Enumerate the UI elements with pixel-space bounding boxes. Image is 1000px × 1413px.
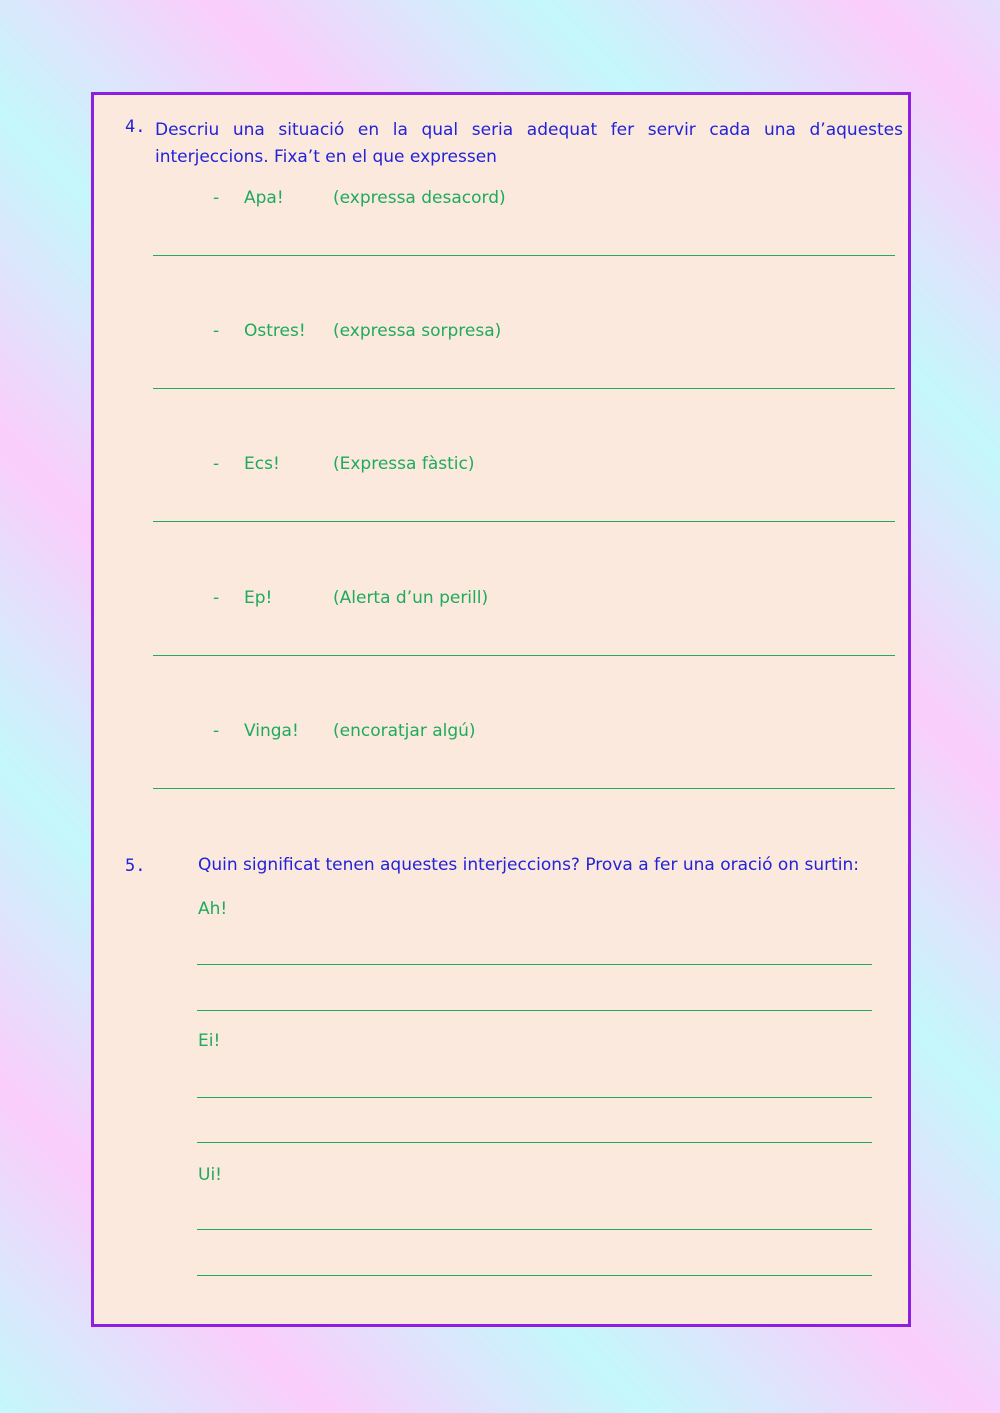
- answer-line[interactable]: [153, 521, 895, 522]
- answer-line[interactable]: [153, 388, 895, 389]
- interjection-word: Vinga!: [244, 721, 299, 741]
- interjection-meaning: (expressa desacord): [333, 188, 506, 208]
- interjection-meaning: (encoratjar algú): [333, 721, 476, 741]
- answer-line[interactable]: [153, 655, 895, 656]
- interjection-word: Ecs!: [244, 454, 280, 474]
- interjection-item: [0, 321, 1000, 345]
- answer-line[interactable]: [153, 255, 895, 256]
- interjection-meaning: (expressa sorpresa): [333, 321, 502, 341]
- list-dash: -: [213, 321, 220, 341]
- interjection-label: Ah!: [198, 899, 228, 919]
- list-dash: -: [213, 188, 220, 208]
- list-dash: -: [213, 721, 220, 741]
- question-5-prompt: Quin significat tenen aquestes interjeccions? Prova a fer una oració on surtin:: [198, 855, 860, 875]
- answer-line[interactable]: [197, 1097, 872, 1098]
- interjection-label: Ei!: [198, 1031, 221, 1051]
- interjection-meaning: (Alerta d’un perill): [333, 588, 489, 608]
- interjection-label: Ui!: [198, 1165, 222, 1185]
- answer-line[interactable]: [153, 788, 895, 789]
- answer-line[interactable]: [197, 1010, 872, 1011]
- answer-line[interactable]: [197, 1142, 872, 1143]
- interjection-item: [0, 588, 1000, 612]
- interjection-word: Apa!: [244, 188, 284, 208]
- question-5-number: 5.: [125, 856, 146, 876]
- interjection-word: Ostres!: [244, 321, 306, 341]
- interjection-item: [0, 721, 1000, 745]
- interjection-item: [0, 188, 1000, 212]
- answer-line[interactable]: [197, 1275, 872, 1276]
- list-dash: -: [213, 454, 220, 474]
- interjection-meaning: (Expressa fàstic): [333, 454, 475, 474]
- question-4-number: 4.: [125, 117, 146, 137]
- interjection-word: Ep!: [244, 588, 273, 608]
- answer-line[interactable]: [197, 1229, 872, 1230]
- interjection-item: [0, 454, 1000, 478]
- question-4-prompt: Descriu una situació en la qual seria adequat fer servir cada una d’aquestes interjeccions. Fixa’t en el que expressen: [155, 120, 903, 167]
- list-dash: -: [213, 588, 220, 608]
- answer-line[interactable]: [197, 964, 872, 965]
